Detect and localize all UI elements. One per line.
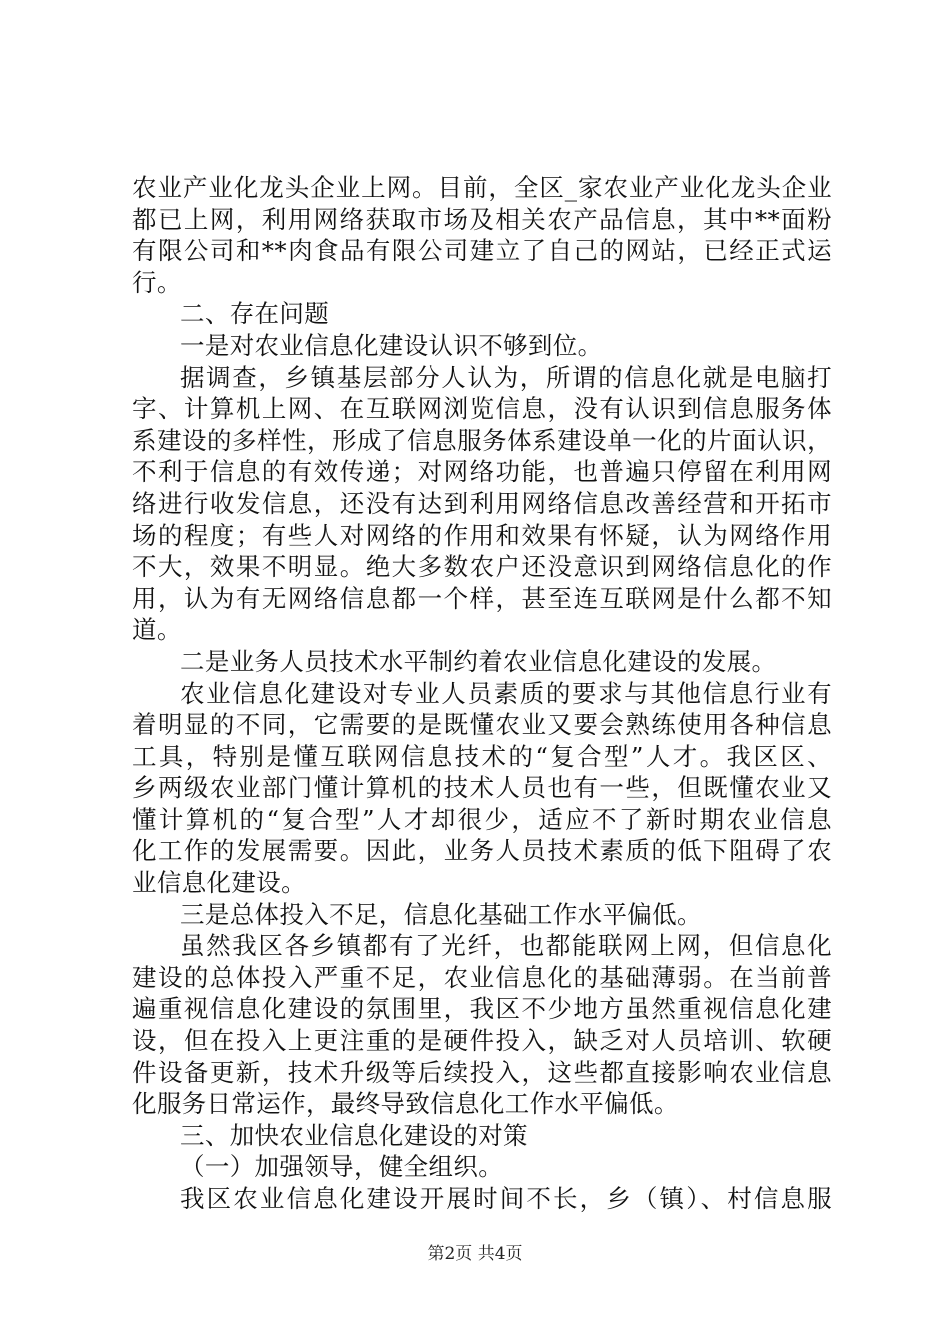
text-line: 三、加快农业信息化建设的对策 [180, 1120, 528, 1150]
text-line: 行。 [132, 267, 182, 297]
text-line: 有限公司和**肉食品有限公司建立了自己的网站，已经正式运 [132, 236, 832, 266]
text-line: 一是对农业信息化建设认识不够到位。 [180, 330, 603, 360]
text-line: 懂计算机的“复合型”人才却很少，适应不了新时期农业信息 [132, 804, 832, 834]
text-line: 业信息化建设。 [132, 868, 306, 898]
text-line: 遍重视信息化建设的氛围里，我区不少地方虽然重视信息化建 [132, 994, 832, 1024]
page-footer: 第2页 共4页 [427, 1244, 523, 1264]
text-line: 虽然我区各乡镇都有了光纤，也都能联网上网，但信息化 [180, 931, 832, 961]
text-line: 道。 [132, 615, 182, 645]
text-line: 据调查，乡镇基层部分人认为，所谓的信息化就是电脑打 [180, 362, 832, 392]
text-line: 不利于信息的有效传递；对网络功能，也普遍只停留在利用网 [132, 457, 832, 487]
text-line: 系建设的多样性，形成了信息服务体系建设单一化的片面认识， [132, 425, 832, 455]
text-line: 二是业务人员技术水平制约着农业信息化建设的发展。 [180, 646, 777, 676]
text-line: 化工作的发展需要。因此，业务人员技术素质的低下阻碍了农 [132, 836, 832, 866]
text-line: 字、计算机上网、在互联网浏览信息，没有认识到信息服务体 [132, 394, 832, 424]
text-line: 不大，效果不明显。绝大多数农户还没意识到网络信息化的作 [132, 552, 832, 582]
text-line: 工具，特别是懂互联网信息技术的“复合型”人才。我区区、 [132, 741, 832, 771]
text-line: 建设的总体投入严重不足，农业信息化的基础薄弱。在当前普 [132, 962, 832, 992]
text-line: 场的程度；有些人对网络的作用和效果有怀疑，认为网络作用 [132, 520, 832, 550]
text-line: 三是总体投入不足，信息化基础工作水平偏低。 [180, 899, 702, 929]
text-line: 件设备更新，技术升级等后续投入，这些都直接影响农业信息 [132, 1057, 832, 1087]
text-line: （一）加强领导，健全组织。 [180, 1152, 504, 1182]
text-line: 二、存在问题 [180, 299, 330, 329]
text-line: 乡两级农业部门懂计算机的技术人员也有一些，但既懂农业又 [132, 773, 832, 803]
document-body [132, 172, 832, 1215]
text-line: 着明显的不同，它需要的是既懂农业又要会熟练使用各种信息 [132, 710, 832, 740]
text-line: 农业信息化建设对专业人员素质的要求与其他信息行业有 [180, 678, 832, 708]
text-line: 我区农业信息化建设开展时间不长，乡（镇）、村信息服 [180, 1184, 832, 1213]
text-line: 设，但在投入上更注重的是硬件投入，缺乏对人员培训、软硬 [132, 1026, 832, 1056]
text-line: 都已上网，利用网络获取市场及相关农产品信息，其中**面粉 [132, 204, 832, 234]
text-line: 络进行收发信息，还没有达到利用网络信息改善经营和开拓市 [132, 488, 832, 518]
text-line: 用，认为有无网络信息都一个样，甚至连互联网是什么都不知 [132, 583, 832, 613]
text-line: 农业产业化龙头企业上网。目前，全区_家农业产业化龙头企业 [132, 173, 832, 202]
text-line: 化服务日常运作，最终导致信息化工作水平偏低。 [132, 1089, 679, 1119]
